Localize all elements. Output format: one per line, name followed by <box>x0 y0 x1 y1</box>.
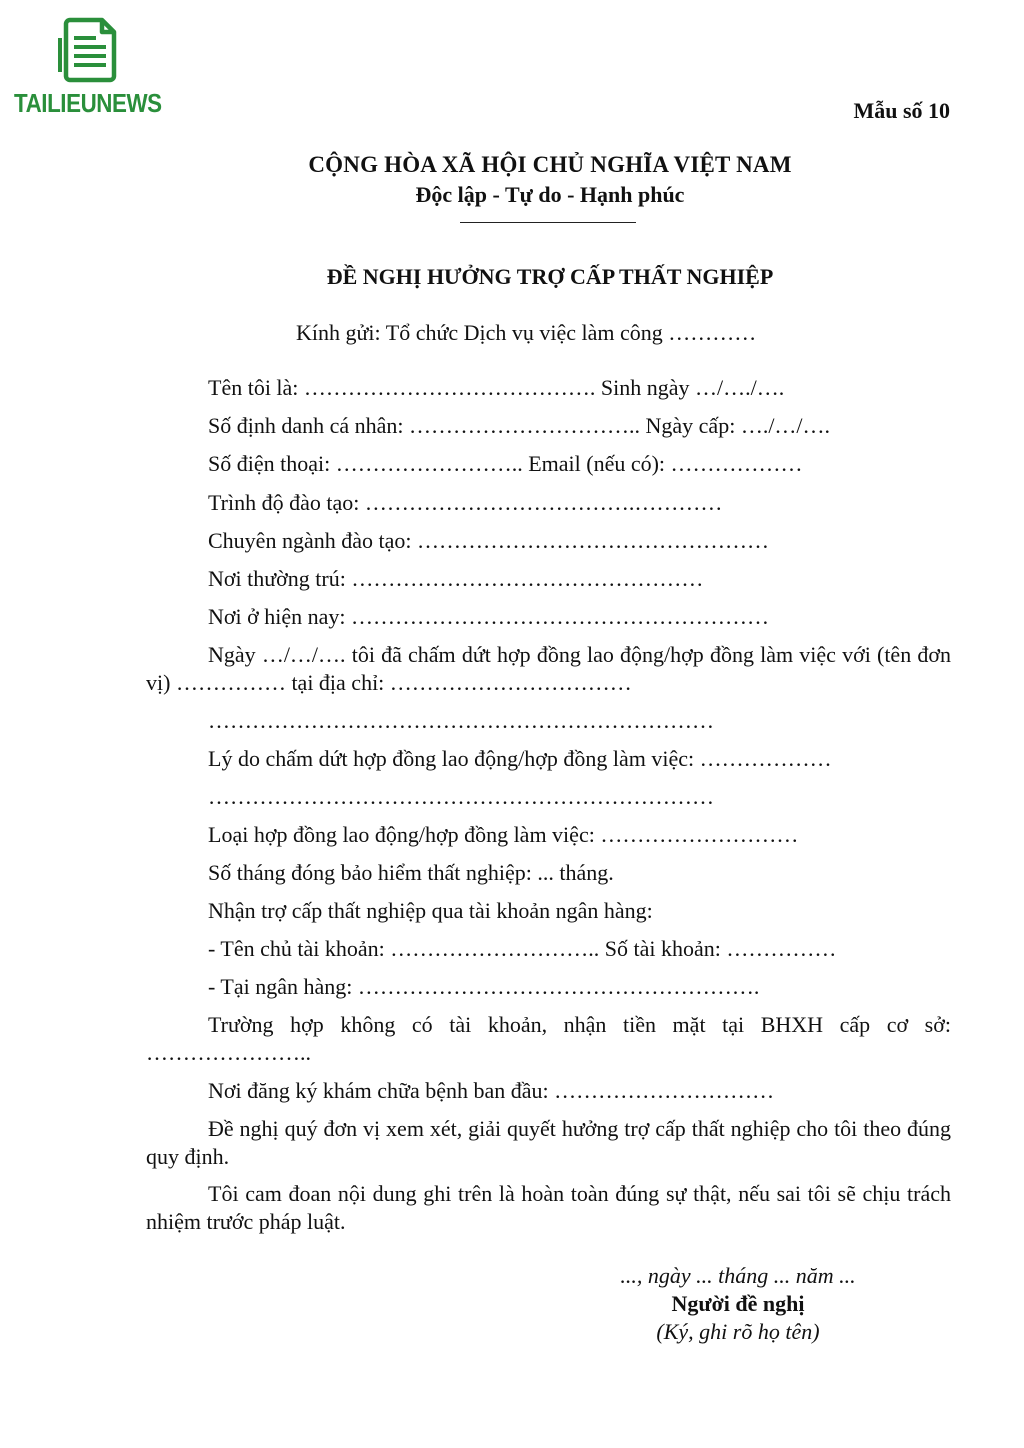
signature-role: Người đề nghị <box>671 1291 805 1316</box>
form-code: Mẫu số 10 <box>853 98 950 123</box>
motto: Độc lập - Tự do - Hạnh phúc <box>415 182 685 207</box>
field-residence: Nơi thường trú: ………………………………………… <box>208 566 704 591</box>
field-name: Tên tôi là: …………………………………. Sinh ngày …/…./…. <box>208 375 785 400</box>
field-contract-type: Loại hợp đồng lao động/hợp đồng làm việc: ……………………… <box>208 822 799 847</box>
field-insurance-months: Số tháng đóng bảo hiểm thất nghiệp: ... tháng. <box>208 860 614 885</box>
commitment-paragraph: Tôi cam đoan nội dung ghi trên là hoàn toàn đúng sự thật, nếu sai tôi sẽ chịu trách nhiệm trước pháp luật. <box>146 1181 951 1234</box>
header-divider <box>460 222 636 223</box>
recipient-line: Kính gửi: Tổ chức Dịch vụ việc làm công ………… <box>296 320 757 345</box>
document-title: ĐỀ NGHỊ HƯỞNG TRỢ CẤP THẤT NGHIỆP <box>326 264 774 289</box>
field-termination: Ngày …/…/…. tôi đã chấm dứt hợp đồng lao động/hợp đồng làm việc với (tên đơn vị) …………… tại địa chỉ: …………………………… <box>146 642 951 695</box>
field-medical-registration: Nơi đăng ký khám chữa bệnh ban đầu: ………………………… <box>208 1078 775 1103</box>
field-major: Chuyên ngành đào tạo: ………………………………………… <box>208 528 769 553</box>
signature-date: ..., ngày ... tháng ... năm ... <box>620 1263 856 1288</box>
bank-section-intro: Nhận trợ cấp thất nghiệp qua tài khoản ngân hàng: <box>208 898 653 923</box>
document-icon <box>56 16 120 84</box>
logo <box>14 16 164 126</box>
field-bank-name: - Tại ngân hàng: ………………………………………………. <box>208 974 760 999</box>
field-termination-continued: …………………………………………………………… <box>208 708 714 733</box>
field-cash-option: Trường hợp không có tài khoản, nhận tiền mặt tại BHXH cấp cơ sở: ………………….. <box>146 1012 951 1065</box>
nation-header: CỘNG HÒA XÃ HỘI CHỦ NGHĨA VIỆT NAM <box>308 152 792 177</box>
field-education: Trình độ đào tạo: ……………………………….………… <box>208 490 723 515</box>
field-reason-continued: …………………………………………………………… <box>208 784 714 809</box>
field-phone: Số điện thoại: …………………….. Email (nếu có): ……………… <box>208 451 803 476</box>
field-reason: Lý do chấm dứt hợp đồng lao động/hợp đồng làm việc: ……………… <box>208 746 832 771</box>
request-paragraph: Đề nghị quý đơn vị xem xét, giải quyết hưởng trợ cấp thất nghiệp cho tôi theo đúng quy định. <box>146 1116 951 1169</box>
field-id-number: Số định danh cá nhân: ………………………….. Ngày cấp: …./…/…. <box>208 413 831 438</box>
field-current-address: Nơi ở hiện nay: ………………………………………………… <box>208 604 770 629</box>
logo-text: TAILIEUNEWS <box>14 88 162 118</box>
signature-note: (Ký, ghi rõ họ tên) <box>656 1319 820 1344</box>
field-account-holder: - Tên chủ tài khoản: ……………………….. Số tài khoản: …………… <box>208 936 837 961</box>
